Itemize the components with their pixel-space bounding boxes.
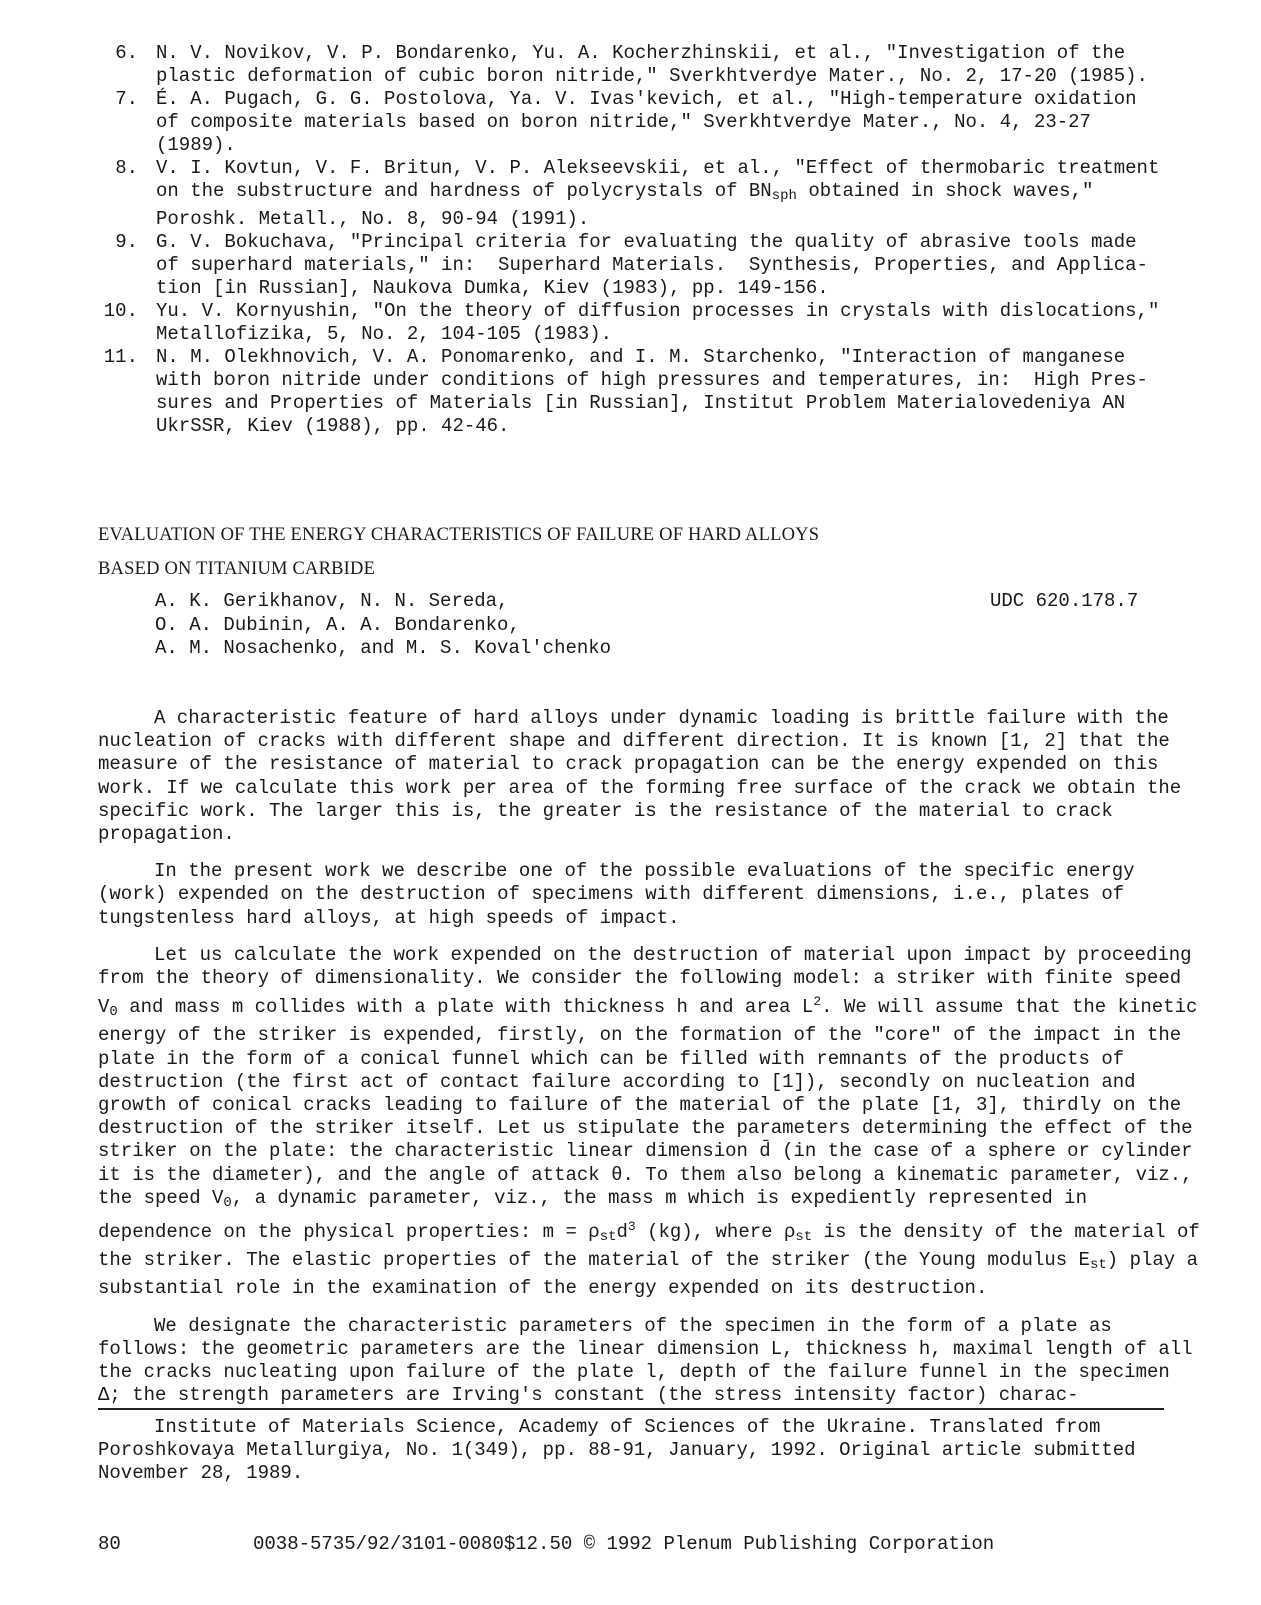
reference-line: É. A. Pugach, G. G. Postolova, Ya. V. Ivas'kevich, et al., "High-temperature oxidation [156, 88, 1137, 110]
article-title [98, 518, 819, 586]
reference-number: 11. [103, 346, 138, 368]
footnote-text: Institute of Materials Science, Academy of Sciences of the Ukraine. Translated from Poroshkovaya Metallurgiya, No. 1(349), pp. 88-91, January, 1992. Original article submitted November 28, 1989. [98, 1416, 1136, 1485]
reference-line: V. I. Kovtun, V. F. Britun, V. P. Alekseevskii, et al., "Effect of thermobaric treatment [156, 157, 1160, 179]
reference-item [98, 231, 1178, 300]
paragraph-text: (kg), where ρ [635, 1221, 796, 1244]
reference-line: UkrSSR, Kiev (1988), pp. 42-46. [156, 415, 510, 437]
reference-line: Yu. V. Kornyushin, "On the theory of diffusion processes in crystals with dislocations," [156, 300, 1160, 322]
paragraph [98, 944, 1203, 1301]
paragraph-text: . We will assume that the kinetic energy of the striker is expended, firstly, on the formation of the "core" of the impact in the plate in the form of a conical funnel which can be filled with remnants of the products of destruction (the first act of contact failure according to [1]), secondly on nucleation and growth of conical cracks leading to failure of the material of the plate [1, 3], thirdly on the destruction of the striker itself. Let us stipulate the parameters determining the effect of the striker on the plate: the characteristic linear dimension d̄ (in the case of a sphere or cylinder it is the diameter), and the angle of attack θ. To them also belong a kinematic parameter, viz., the speed V [98, 996, 1198, 1209]
article-body [98, 707, 1203, 1421]
copyright-line: 0038-5735/92/3101-0080$12.50 © 1992 Plenum Publishing Corporation [253, 1533, 995, 1555]
reference-item [98, 42, 1178, 88]
subscript: 0 [223, 1194, 232, 1211]
paragraph-text: Let us calculate the work expended on the destruction of material upon impact by proceeding from the theory of dimensionality. We consider the following model: a striker with finite speed V [98, 943, 1192, 1019]
title-line: BASED ON TITANIUM CARBIDE [98, 559, 376, 579]
paragraph-text: is the density of the material of the striker. The elastic properties of the material of the striker (the Young modulus E [98, 1221, 1200, 1272]
reference-number: 7. [115, 88, 138, 110]
page-number: 80 [98, 1533, 121, 1555]
reference-line: G. V. Bokuchava, "Principal criteria for evaluating the quality of abrasive tools made [156, 231, 1137, 253]
superscript: 2 [813, 994, 822, 1010]
udc-code: UDC 620.178.7 [990, 590, 1139, 612]
footnote-divider [98, 1408, 1164, 1410]
author-line: A. K. Gerikhanov, N. N. Sereda, [155, 590, 509, 612]
reference-number: 9. [115, 231, 138, 253]
page-footer [98, 1533, 994, 1555]
subscript: sph [771, 188, 797, 204]
author-line: A. M. Nosachenko, and M. S. Koval'chenko [155, 637, 612, 659]
reference-number: 10. [103, 300, 138, 322]
paragraph: A characteristic feature of hard alloys under dynamic loading is brittle failure with the nucleation of cracks with different shape and different direction. It is known [1, 2] that the measure of the resistance of material to crack propagation can be the energy expended on this work. If we calculate this work per area of the forming free surface of the crack we obtain the specific work. The larger this is, the greater is the resistance of the material to crack propagation. [98, 707, 1182, 846]
paragraph-text: , a dynamic parameter, viz., the mass m which is expediently represented in dependence on the physical properties: m = ρ [98, 1186, 1087, 1244]
reference-line: plastic deformation of cubic boron nitride," Sverkhtverdye Mater., No. 2, 17-20 (1985). [156, 65, 1148, 87]
paragraph: In the present work we describe one of the possible evaluations of the specific energy (work) expended on the destruction of specimens with different dimensions, i.e., plates of tungstenless hard alloys, at high speeds of impact. [98, 860, 1135, 929]
reference-line: tion [in Russian], Naukova Dumka, Kiev (1983), pp. 149-156. [156, 277, 829, 299]
subscript: st [795, 1229, 813, 1246]
reference-line: Metallofizika, 5, No. 2, 104-105 (1983). [156, 323, 613, 345]
reference-list [98, 42, 1178, 438]
paragraph-text: d [616, 1221, 628, 1244]
reference-line: (1989). [156, 134, 236, 156]
subscript: st [1089, 1257, 1107, 1274]
reference-number: 6. [115, 42, 138, 64]
reference-line: on the substructure and hardness of polycrystals of BN [156, 180, 772, 202]
reference-line: of superhard materials," in: Superhard Materials. Synthesis, Properties, and Applica- [156, 254, 1148, 276]
title-line: EVALUATION OF THE ENERGY CHARACTERISTICS OF FAILURE OF HARD ALLOYS [98, 525, 820, 545]
subscript: st [599, 1229, 617, 1246]
reference-line: N. V. Novikov, V. P. Bondarenko, Yu. A. Kocherzhinskii, et al., "Investigation of the [156, 42, 1126, 64]
reference-line: sures and Properties of Materials [in Russian], Institut Problem Materialovedeniya AN [156, 392, 1126, 414]
reference-line: N. M. Olekhnovich, V. A. Ponomarenko, and I. M. Starchenko, "Interaction of manganese [156, 346, 1126, 368]
reference-item [98, 300, 1178, 346]
subscript: 0 [109, 1004, 118, 1021]
reference-item [98, 346, 1178, 438]
footnote [98, 1416, 1203, 1486]
author-line: O. A. Dubinin, A. A. Bondarenko, [155, 613, 520, 636]
paragraph-text: and mass m collides with a plate with thickness h and area L [117, 996, 814, 1019]
paragraph-text: ) play a substantial role in the examination of the energy expended on its destruction. [98, 1249, 1198, 1300]
paragraph: We designate the characteristic parameters of the specimen in the form of a plate as follows: the geometric parameters are the linear dimension L, thickness h, maximal length of all the cracks nucleating upon failure of the plate l, depth of the failure funnel in the specimen Δ; the strength parameters are Irving's constant (the stress intensity factor) charac- [98, 1314, 1193, 1407]
reference-number: 8. [115, 157, 138, 179]
superscript: 3 [627, 1219, 636, 1235]
reference-line: Poroshk. Metall., No. 8, 90-94 (1991). [156, 208, 590, 230]
reference-item [98, 88, 1178, 157]
reference-line: of composite materials based on boron nitride," Sverkhtverdye Mater., No. 4, 23-27 [156, 111, 1091, 133]
author-list [155, 590, 611, 661]
reference-line: with boron nitride under conditions of high pressures and temperatures, in: High Pres- [156, 369, 1148, 391]
reference-line: obtained in shock waves," [796, 180, 1094, 202]
reference-item [98, 157, 1178, 231]
